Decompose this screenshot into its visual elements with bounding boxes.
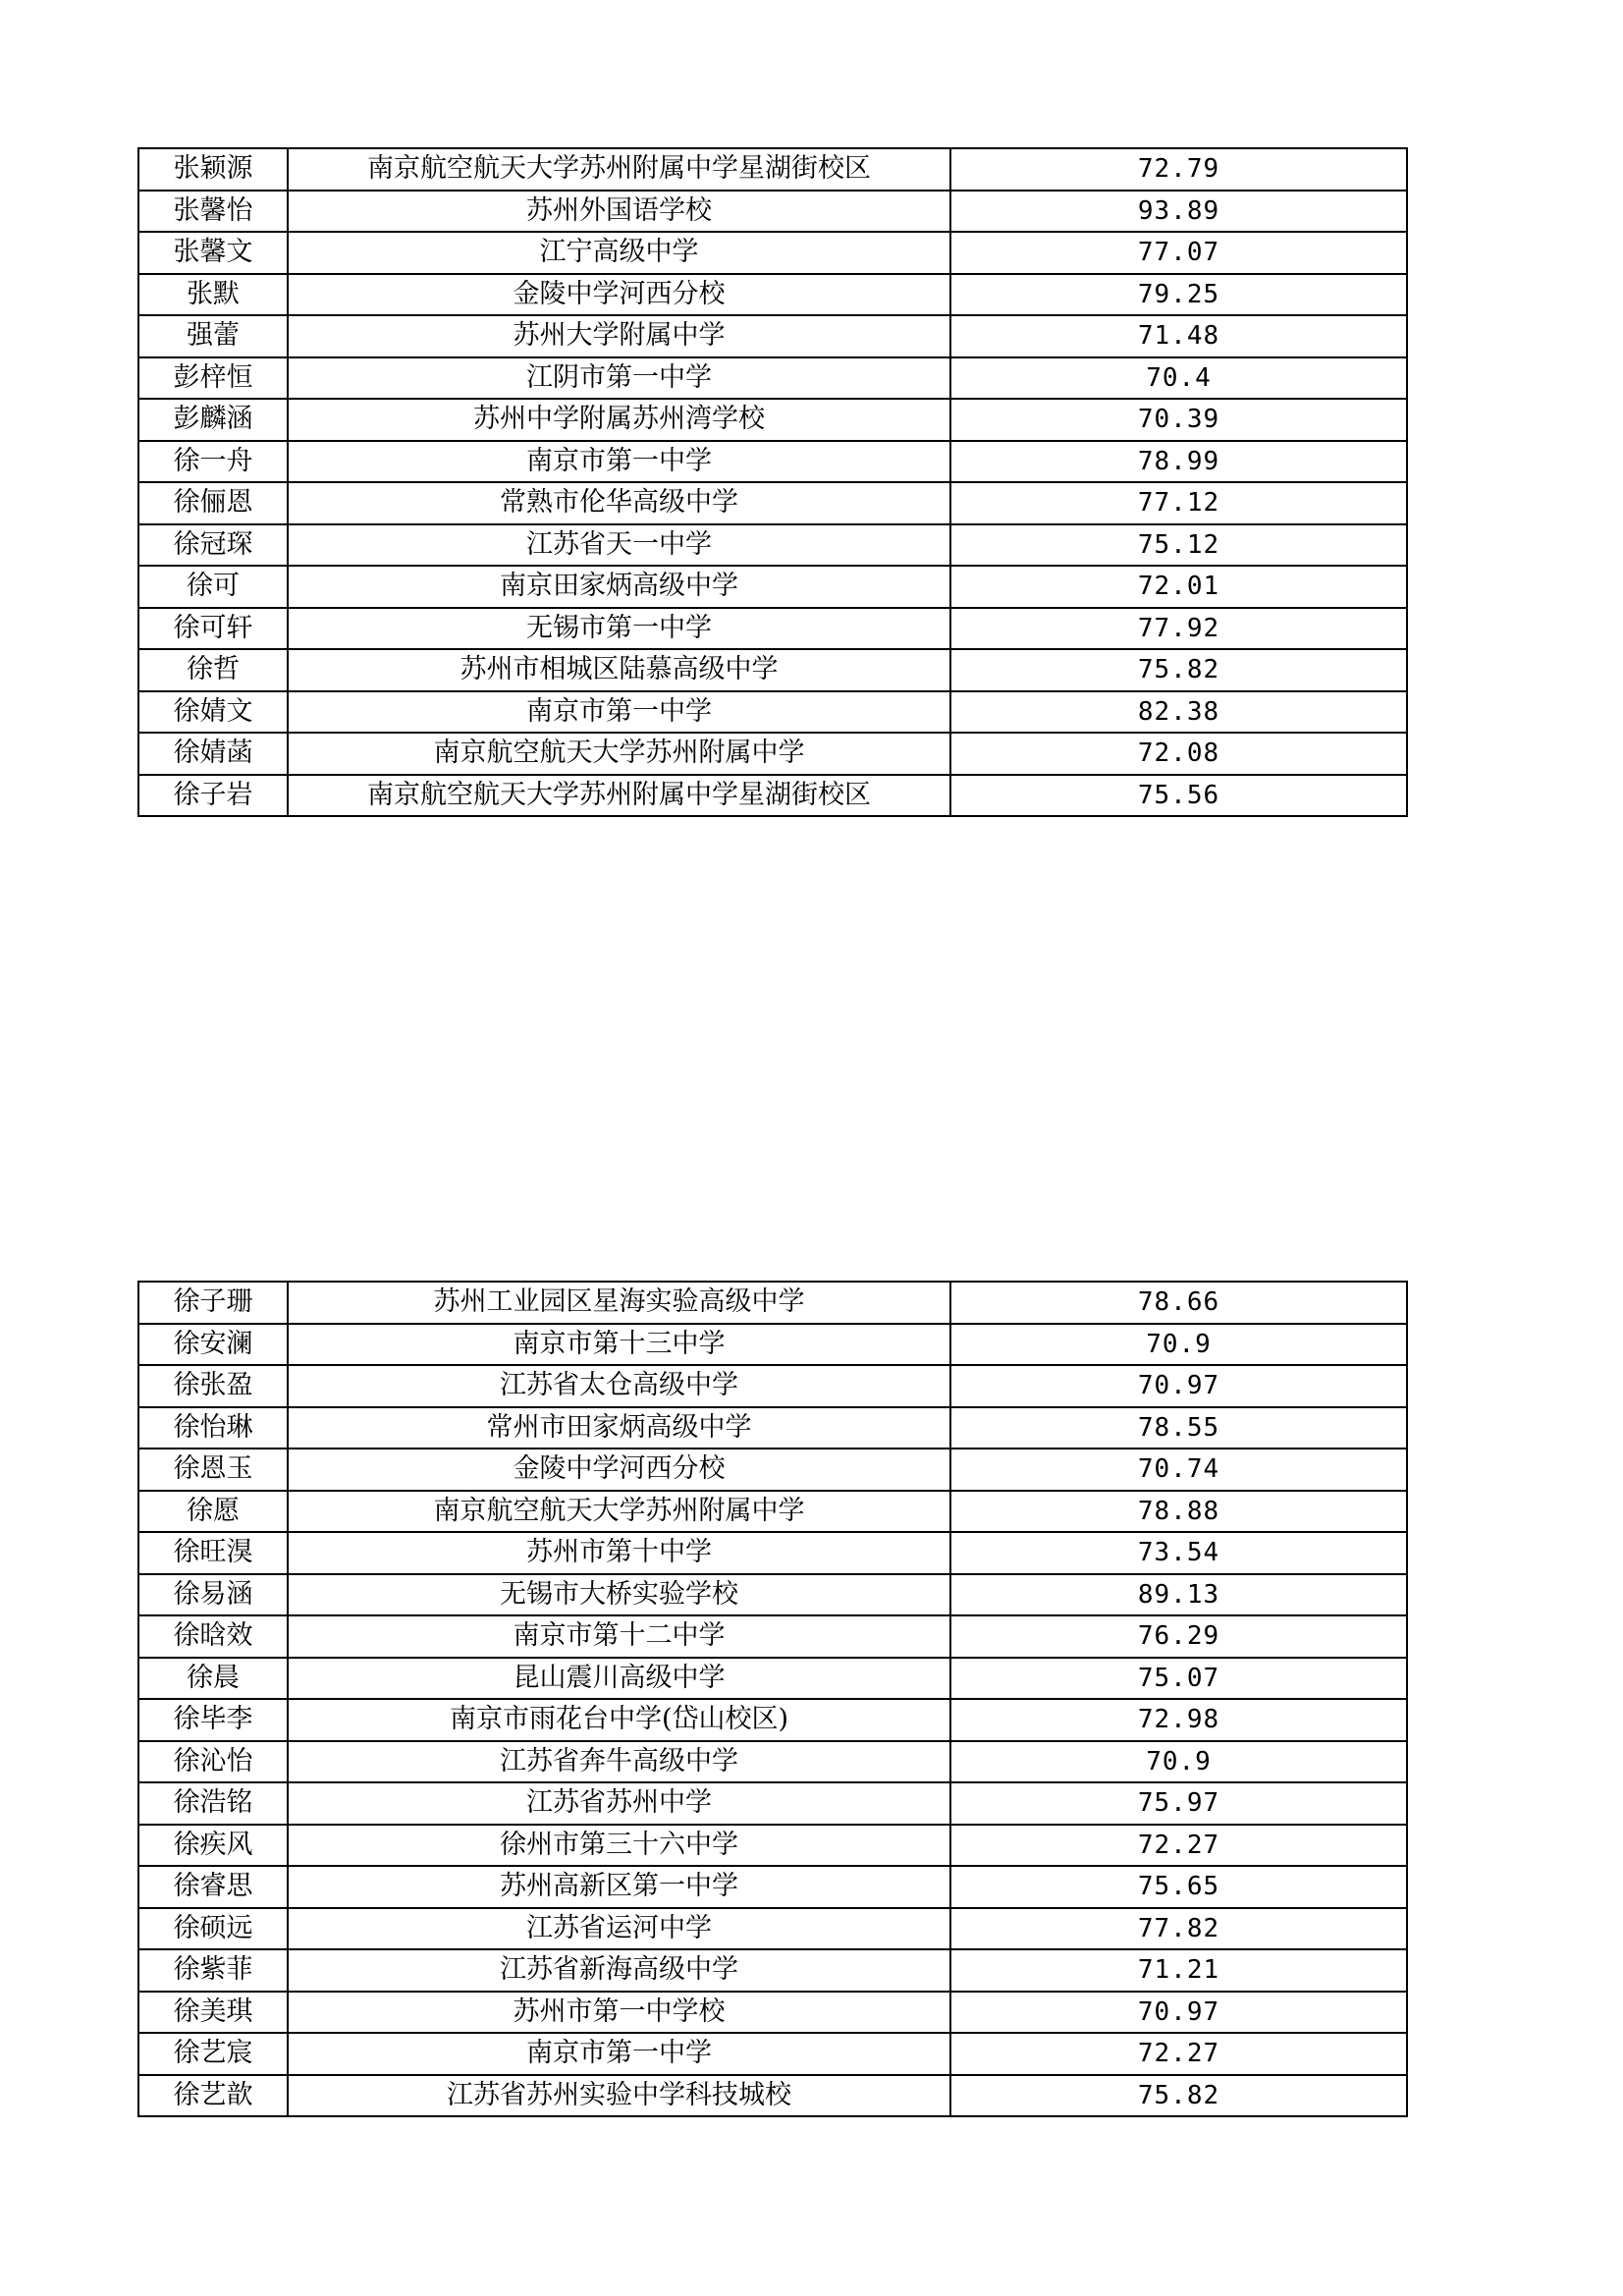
school-name-cell: 无锡市大桥实验学校 xyxy=(288,1574,950,1616)
school-name-cell: 金陵中学河西分校 xyxy=(288,1449,950,1491)
school-name-cell: 苏州市相城区陆慕高级中学 xyxy=(288,649,950,691)
school-name-cell: 江苏省奔牛高级中学 xyxy=(288,1741,950,1783)
student-name-cell: 徐婧菡 xyxy=(138,733,288,775)
table-row xyxy=(138,2033,1407,2075)
student-name-cell: 徐艺宸 xyxy=(138,2033,288,2075)
score-cell: 70.74 xyxy=(950,1449,1407,1491)
student-name-cell: 徐俪恩 xyxy=(138,482,288,524)
student-name-cell: 徐怡琳 xyxy=(138,1407,288,1449)
school-name-cell: 南京市第十二中学 xyxy=(288,1615,950,1658)
table-row xyxy=(138,1658,1407,1700)
student-name-cell: 徐子珊 xyxy=(138,1282,288,1324)
score-cell: 72.98 xyxy=(950,1699,1407,1741)
school-name-cell: 苏州外国语学校 xyxy=(288,191,950,233)
score-cell: 78.66 xyxy=(950,1282,1407,1324)
school-name-cell: 昆山震川高级中学 xyxy=(288,1658,950,1700)
score-cell: 75.12 xyxy=(950,524,1407,567)
school-name-cell: 常熟市伦华高级中学 xyxy=(288,482,950,524)
school-name-cell: 江苏省天一中学 xyxy=(288,524,950,567)
score-cell: 73.54 xyxy=(950,1532,1407,1574)
student-name-cell: 张馨文 xyxy=(138,232,288,274)
school-name-cell: 南京市第一中学 xyxy=(288,441,950,483)
school-name-cell: 苏州高新区第一中学 xyxy=(288,1866,950,1908)
score-table-1-body xyxy=(138,148,1407,816)
table-row xyxy=(138,1741,1407,1783)
student-name-cell: 彭梓恒 xyxy=(138,357,288,400)
score-cell: 75.56 xyxy=(950,775,1407,817)
score-cell: 75.97 xyxy=(950,1782,1407,1825)
table-row xyxy=(138,733,1407,775)
score-cell: 76.29 xyxy=(950,1615,1407,1658)
student-name-cell: 徐艺歆 xyxy=(138,2075,288,2117)
table-row xyxy=(138,1699,1407,1741)
student-name-cell: 徐美琪 xyxy=(138,1992,288,2034)
table-row xyxy=(138,148,1407,191)
table-row xyxy=(138,649,1407,691)
score-cell: 72.79 xyxy=(950,148,1407,191)
school-name-cell: 江阴市第一中学 xyxy=(288,357,950,400)
student-name-cell: 徐子岩 xyxy=(138,775,288,817)
student-name-cell: 徐张盈 xyxy=(138,1365,288,1407)
student-name-cell: 徐安澜 xyxy=(138,1324,288,1366)
school-name-cell: 南京市雨花台中学(岱山校区) xyxy=(288,1699,950,1741)
student-name-cell: 徐可轩 xyxy=(138,608,288,650)
score-cell: 70.97 xyxy=(950,1365,1407,1407)
table-row xyxy=(138,1324,1407,1366)
school-name-cell: 江苏省苏州实验中学科技城校 xyxy=(288,2075,950,2117)
school-name-cell: 江苏省新海高级中学 xyxy=(288,1949,950,1992)
score-cell: 70.4 xyxy=(950,357,1407,400)
table-row xyxy=(138,608,1407,650)
table-row xyxy=(138,1615,1407,1658)
school-name-cell: 南京航空航天大学苏州附属中学 xyxy=(288,733,950,775)
school-name-cell: 南京航空航天大学苏州附属中学 xyxy=(288,1491,950,1533)
table-row xyxy=(138,357,1407,400)
student-name-cell: 徐睿思 xyxy=(138,1866,288,1908)
table-row xyxy=(138,232,1407,274)
table-row xyxy=(138,1532,1407,1574)
school-name-cell: 南京市第一中学 xyxy=(288,691,950,734)
score-cell: 72.01 xyxy=(950,566,1407,608)
student-name-cell: 徐浩铭 xyxy=(138,1782,288,1825)
table-row xyxy=(138,441,1407,483)
table-row xyxy=(138,1491,1407,1533)
score-cell: 77.92 xyxy=(950,608,1407,650)
student-name-cell: 徐婧文 xyxy=(138,691,288,734)
table-row xyxy=(138,1365,1407,1407)
student-name-cell: 徐恩玉 xyxy=(138,1449,288,1491)
school-name-cell: 苏州大学附属中学 xyxy=(288,315,950,357)
school-name-cell: 南京航空航天大学苏州附属中学星湖街校区 xyxy=(288,148,950,191)
table-row xyxy=(138,482,1407,524)
score-cell: 70.97 xyxy=(950,1992,1407,2034)
student-name-cell: 徐晗效 xyxy=(138,1615,288,1658)
student-name-cell: 徐冠琛 xyxy=(138,524,288,567)
table-row xyxy=(138,566,1407,608)
table-row xyxy=(138,1282,1407,1324)
table-row xyxy=(138,1949,1407,1992)
student-name-cell: 徐可 xyxy=(138,566,288,608)
score-cell: 72.27 xyxy=(950,2033,1407,2075)
score-cell: 89.13 xyxy=(950,1574,1407,1616)
score-cell: 82.38 xyxy=(950,691,1407,734)
score-table-2-body xyxy=(138,1282,1407,2116)
score-cell: 93.89 xyxy=(950,191,1407,233)
score-cell: 72.08 xyxy=(950,733,1407,775)
school-name-cell: 江宁高级中学 xyxy=(288,232,950,274)
table-row xyxy=(138,191,1407,233)
student-name-cell: 徐沁怡 xyxy=(138,1741,288,1783)
student-name-cell: 张默 xyxy=(138,274,288,316)
student-name-cell: 徐毕李 xyxy=(138,1699,288,1741)
student-name-cell: 徐硕远 xyxy=(138,1908,288,1950)
school-name-cell: 苏州市第一中学校 xyxy=(288,1992,950,2034)
school-name-cell: 常州市田家炳高级中学 xyxy=(288,1407,950,1449)
student-name-cell: 徐疾风 xyxy=(138,1825,288,1867)
table-row xyxy=(138,1782,1407,1825)
score-cell: 71.48 xyxy=(950,315,1407,357)
school-name-cell: 无锡市第一中学 xyxy=(288,608,950,650)
school-name-cell: 南京田家炳高级中学 xyxy=(288,566,950,608)
school-name-cell: 南京航空航天大学苏州附属中学星湖街校区 xyxy=(288,775,950,817)
table-row xyxy=(138,775,1407,817)
score-cell: 78.88 xyxy=(950,1491,1407,1533)
score-cell: 77.07 xyxy=(950,232,1407,274)
school-name-cell: 苏州中学附属苏州湾学校 xyxy=(288,399,950,441)
score-cell: 70.9 xyxy=(950,1324,1407,1366)
school-name-cell: 江苏省苏州中学 xyxy=(288,1782,950,1825)
school-name-cell: 南京市第十三中学 xyxy=(288,1324,950,1366)
table-row xyxy=(138,1992,1407,2034)
score-cell: 75.65 xyxy=(950,1866,1407,1908)
student-name-cell: 张馨怡 xyxy=(138,191,288,233)
student-name-cell: 徐紫菲 xyxy=(138,1949,288,1992)
score-cell: 75.82 xyxy=(950,649,1407,691)
school-name-cell: 徐州市第三十六中学 xyxy=(288,1825,950,1867)
score-cell: 75.07 xyxy=(950,1658,1407,1700)
table-row xyxy=(138,1866,1407,1908)
score-cell: 78.55 xyxy=(950,1407,1407,1449)
table-row xyxy=(138,2075,1407,2117)
score-cell: 75.82 xyxy=(950,2075,1407,2117)
table-row xyxy=(138,1574,1407,1616)
school-name-cell: 江苏省太仓高级中学 xyxy=(288,1365,950,1407)
student-name-cell: 徐旺湨 xyxy=(138,1532,288,1574)
score-table-2 xyxy=(137,1281,1408,2117)
table-row xyxy=(138,1449,1407,1491)
student-name-cell: 徐哲 xyxy=(138,649,288,691)
score-table-1 xyxy=(137,147,1408,817)
score-cell: 72.27 xyxy=(950,1825,1407,1867)
school-name-cell: 苏州市第十中学 xyxy=(288,1532,950,1574)
student-name-cell: 徐易涵 xyxy=(138,1574,288,1616)
table-row xyxy=(138,1407,1407,1449)
student-name-cell: 徐一舟 xyxy=(138,441,288,483)
table-row xyxy=(138,399,1407,441)
school-name-cell: 南京市第一中学 xyxy=(288,2033,950,2075)
student-name-cell: 徐愿 xyxy=(138,1491,288,1533)
school-name-cell: 江苏省运河中学 xyxy=(288,1908,950,1950)
score-cell: 71.21 xyxy=(950,1949,1407,1992)
student-name-cell: 张颖源 xyxy=(138,148,288,191)
score-cell: 78.99 xyxy=(950,441,1407,483)
table-row xyxy=(138,524,1407,567)
student-name-cell: 强蕾 xyxy=(138,315,288,357)
table-row xyxy=(138,1908,1407,1950)
score-cell: 70.39 xyxy=(950,399,1407,441)
school-name-cell: 金陵中学河西分校 xyxy=(288,274,950,316)
school-name-cell: 苏州工业园区星海实验高级中学 xyxy=(288,1282,950,1324)
student-name-cell: 彭麟涵 xyxy=(138,399,288,441)
score-cell: 77.12 xyxy=(950,482,1407,524)
score-cell: 77.82 xyxy=(950,1908,1407,1950)
table-row xyxy=(138,1825,1407,1867)
table-row xyxy=(138,691,1407,734)
score-cell: 70.9 xyxy=(950,1741,1407,1783)
table-row xyxy=(138,274,1407,316)
score-cell: 79.25 xyxy=(950,274,1407,316)
student-name-cell: 徐晨 xyxy=(138,1658,288,1700)
table-row xyxy=(138,315,1407,357)
